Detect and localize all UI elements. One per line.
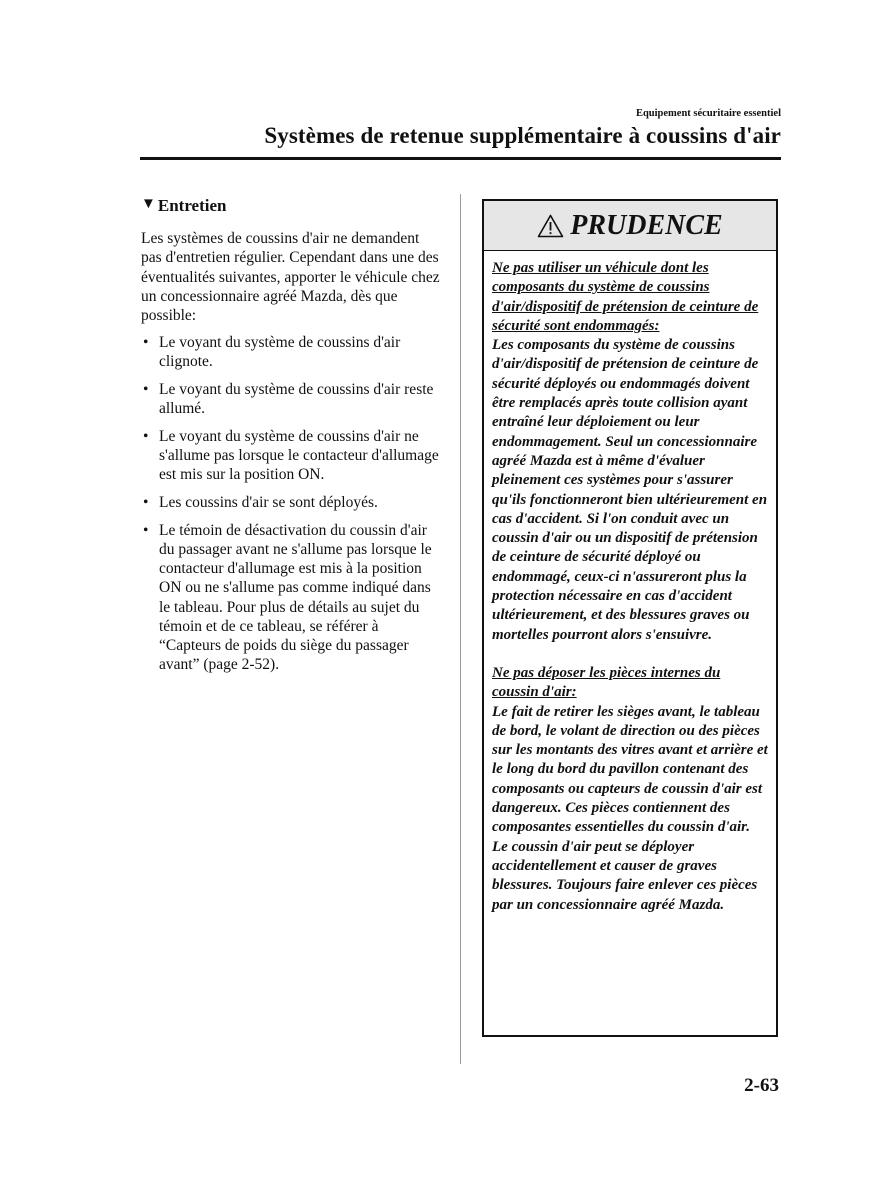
caution-box (482, 199, 778, 1037)
section-heading (141, 196, 441, 215)
caution-block-text: Le fait de retirer les sièges avant, le tableau de bord, le volant de direction ou des pièces sur les montants des vitres avant et arrière et le long du bord du pavillon contenant des composants ou capteurs de coussin d'air est dangereux. Ces pièces contiennent des composantes essentielles du coussin d'air. Le coussin d'air peut se déployer accidentellement et causer de graves blessures. Toujours faire enlever ces pièces par un concessionnaire agréé Mazda. (492, 703, 768, 913)
caution-block-lead: Ne pas déposer les pièces internes du coussin d'air: (492, 664, 721, 701)
warning-triangle-icon (537, 214, 564, 238)
caution-title: PRUDENCE (570, 209, 723, 241)
bullet-icon: • (143, 334, 149, 352)
section-heading-label: Entretien (157, 196, 227, 215)
header-rule (140, 157, 781, 160)
bullet-icon: • (143, 521, 149, 539)
left-column (141, 196, 441, 683)
bullet-item (141, 521, 441, 675)
caution-block-lead: Ne pas utiliser un véhicule dont les composants du système de coussins d'air/dispositif de prétension de ceinture de sécurité sont endommagés: (492, 260, 759, 334)
column-divider (460, 194, 461, 1064)
maintenance-bullet-list (141, 333, 441, 674)
bullet-text: Le voyant du système de coussins d'air ne s'allume pas lorsque le contacteur d'allumage est mis sur la position ON. (159, 428, 439, 484)
caution-block-text: Les composants du système de coussins d'air/dispositif de prétension de ceinture de sécurité déployés ou endommagés doivent être remplacés après toute collision ayant entraîné leur déploiement ou leur endommagement. Seul un concessionnaire agréé Mazda est à même d'évaluer pleinement ces systèmes pour s'assurer qu'ils fonctionneront bien ultérieurement en cas d'accident. Si l'on conduit avec un coussin d'air ou un dispositif de prétension de ceinture de sécurité déployé ou endommagé, ceux-ci n'assureront plus la protection nécessaire en cas d'accident ultérieurement, et des blessures graves ou mortelles pourront alors s'ensuivre. (492, 337, 768, 643)
bullet-item (141, 333, 441, 371)
bullet-text: Les coussins d'air se sont déployés. (159, 494, 378, 512)
page-number: 2-63 (744, 1075, 779, 1096)
triangle-down-icon: ▼ (141, 196, 156, 212)
caution-block (492, 259, 768, 645)
intro-paragraph: Les systèmes de coussins d'air ne demandent pas d'entretien régulier. Cependant dans une des éventualités suivantes, apporter le véhicule chez un concessionnaire agréé Mazda, dès que possible: (141, 230, 440, 325)
bullet-icon: • (143, 381, 149, 399)
bullet-icon: • (143, 494, 149, 512)
caution-header (484, 201, 776, 251)
bullet-item (141, 427, 441, 485)
page-title: Systèmes de retenue supplémentaire à coussins d'air (264, 123, 781, 148)
caution-block (492, 664, 768, 915)
bullet-text: Le voyant du système de coussins d'air reste allumé. (159, 381, 434, 418)
bullet-item (141, 493, 441, 512)
bullet-text: Le voyant du système de coussins d'air clignote. (159, 334, 401, 371)
bullet-text: Le témoin de désactivation du coussin d'air du passager avant ne s'allume pas lorsque le contacteur d'allumage est mis à la position ON ou ne s'allume pas comme indiqué dans le tableau. Pour plus de détails au sujet du témoin et de ce tableau, se référer à “Capteurs de poids du siège du passager avant” (page 2-52). (159, 521, 432, 674)
bullet-icon: • (143, 428, 149, 446)
caution-body (484, 251, 776, 915)
running-header-section: Equipement sécuritaire essentiel (635, 108, 781, 119)
bullet-item (141, 380, 441, 418)
